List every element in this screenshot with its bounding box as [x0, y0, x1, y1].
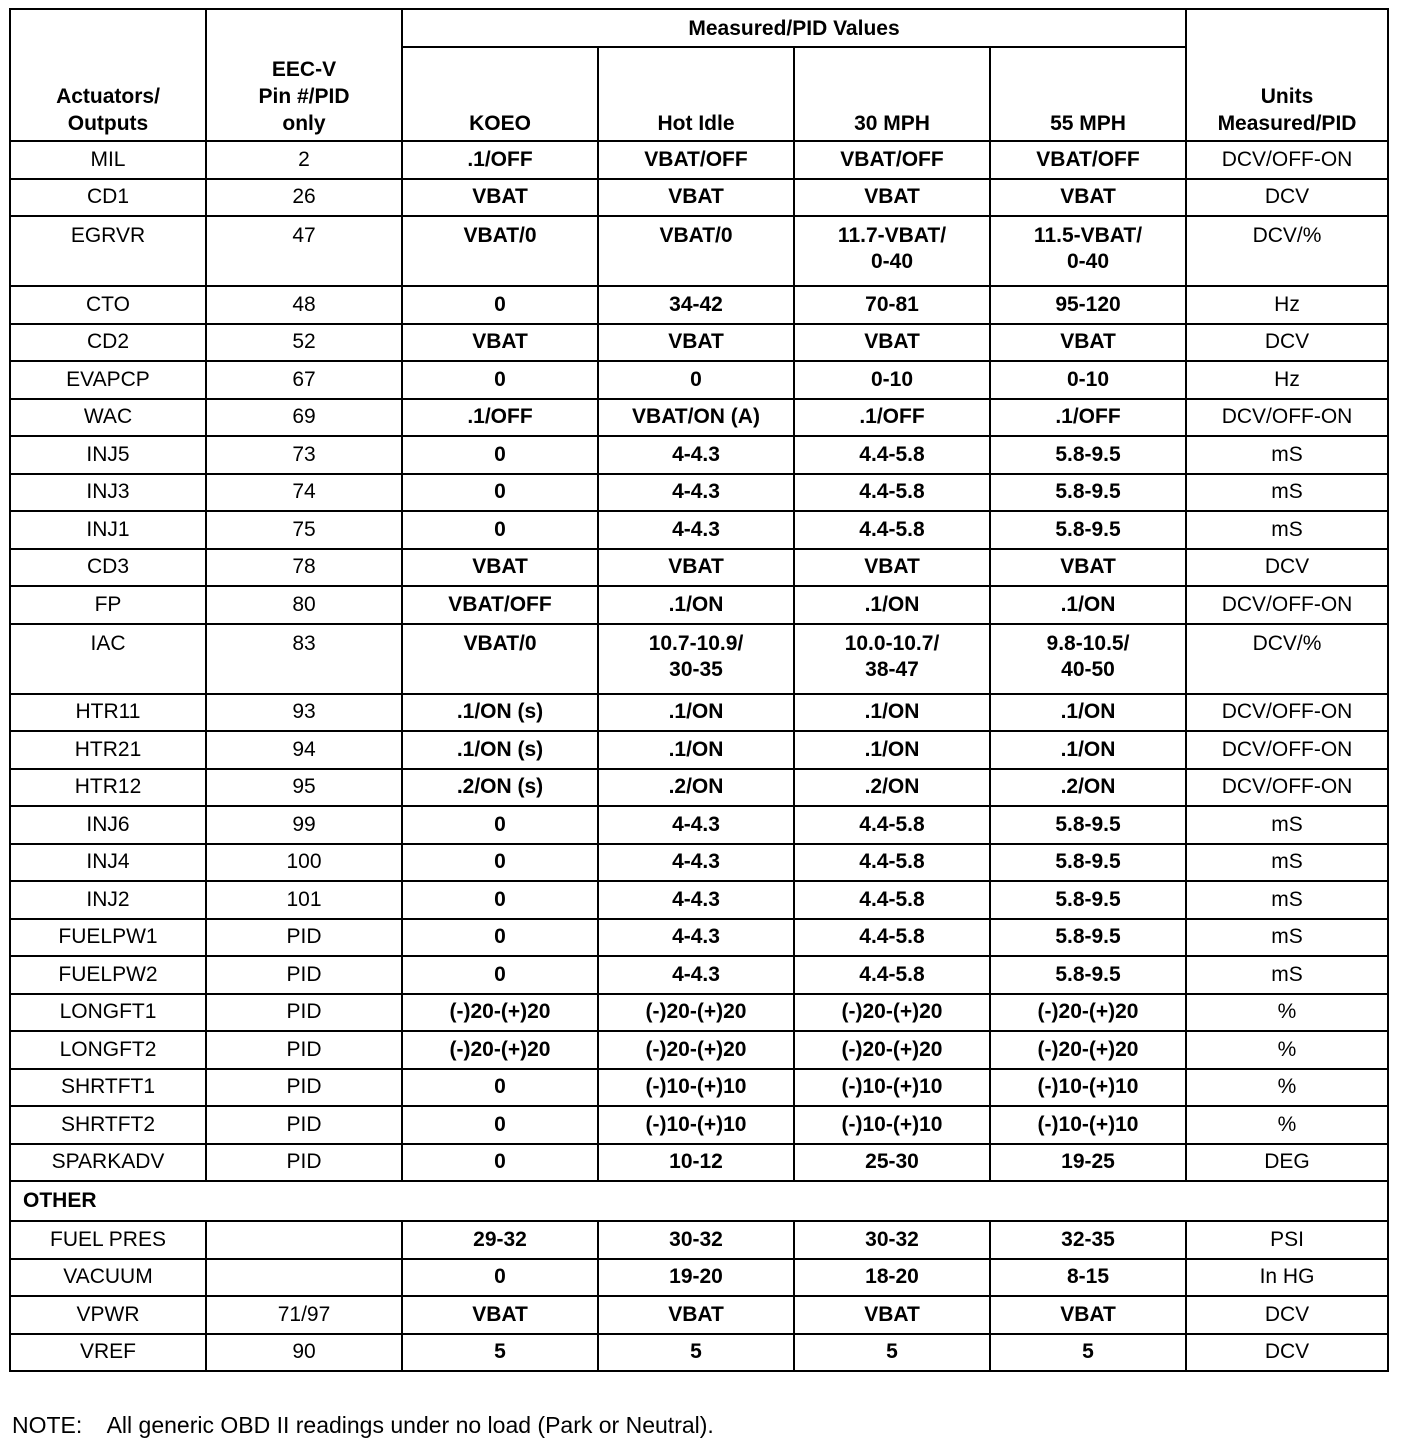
units-cell: %	[1186, 1106, 1388, 1144]
table-row	[10, 806, 1388, 844]
table-row	[10, 324, 1388, 362]
pin-cell: PID	[206, 1144, 402, 1182]
55mph-cell: 5.8-9.5	[990, 511, 1186, 549]
30mph-cell: VBAT/OFF	[794, 141, 990, 179]
table-row	[10, 844, 1388, 882]
hot-idle-cell: VBAT	[598, 549, 794, 587]
30mph-cell: (-)10-(+)10	[794, 1106, 990, 1144]
table-row	[10, 436, 1388, 474]
30mph-cell: .1/OFF	[794, 399, 990, 437]
pin-cell: PID	[206, 919, 402, 957]
actuator-cell: HTR12	[10, 769, 206, 807]
55mph-cell: 11.5-VBAT/ 0-40	[990, 216, 1186, 286]
30mph-cell: 0-10	[794, 361, 990, 399]
pin-cell: 80	[206, 586, 402, 624]
actuator-cell: VREF	[10, 1334, 206, 1372]
30mph-cell: 4.4-5.8	[794, 919, 990, 957]
units-cell: Hz	[1186, 361, 1388, 399]
koeo-cell: 0	[402, 511, 598, 549]
hot-idle-cell: (-)20-(+)20	[598, 1031, 794, 1069]
55mph-cell: 5.8-9.5	[990, 919, 1186, 957]
55mph-cell: 19-25	[990, 1144, 1186, 1182]
55mph-cell: 5.8-9.5	[990, 474, 1186, 512]
pin-cell: PID	[206, 1031, 402, 1069]
actuator-cell: MIL	[10, 141, 206, 179]
units-cell: PSI	[1186, 1221, 1388, 1259]
koeo-cell: 0	[402, 361, 598, 399]
pin-cell: PID	[206, 1106, 402, 1144]
55mph-cell: VBAT/OFF	[990, 141, 1186, 179]
pin-cell: PID	[206, 994, 402, 1032]
55mph-cell: .1/OFF	[990, 399, 1186, 437]
actuator-cell: FUELPW1	[10, 919, 206, 957]
30mph-cell: .1/ON	[794, 731, 990, 769]
koeo-cell: 0	[402, 436, 598, 474]
pin-cell	[206, 1221, 402, 1259]
55mph-cell: (-)20-(+)20	[990, 994, 1186, 1032]
pin-cell: 78	[206, 549, 402, 587]
pin-cell: 101	[206, 881, 402, 919]
units-cell: DCV/OFF-ON	[1186, 141, 1388, 179]
actuator-cell: SPARKADV	[10, 1144, 206, 1182]
55mph-cell: 5.8-9.5	[990, 844, 1186, 882]
table-row	[10, 1144, 1388, 1182]
table-row	[10, 511, 1388, 549]
hot-idle-cell: .1/ON	[598, 731, 794, 769]
pin-cell: PID	[206, 956, 402, 994]
units-cell: mS	[1186, 919, 1388, 957]
units-cell: mS	[1186, 474, 1388, 512]
koeo-cell: 0	[402, 474, 598, 512]
koeo-cell: 0	[402, 956, 598, 994]
koeo-cell: 0	[402, 286, 598, 324]
hot-idle-cell: 5	[598, 1334, 794, 1372]
30mph-cell: 11.7-VBAT/ 0-40	[794, 216, 990, 286]
koeo-cell: .2/ON (s)	[402, 769, 598, 807]
30mph-cell: VBAT	[794, 324, 990, 362]
hot-idle-cell: (-)10-(+)10	[598, 1069, 794, 1107]
other-section-label: OTHER	[10, 1181, 1388, 1221]
pin-cell: 95	[206, 769, 402, 807]
table-row	[10, 141, 1388, 179]
55mph-cell: 8-15	[990, 1259, 1186, 1297]
30mph-cell: .1/ON	[794, 694, 990, 732]
koeo-cell: VBAT	[402, 179, 598, 217]
30mph-cell: .2/ON	[794, 769, 990, 807]
30mph-cell: 5	[794, 1334, 990, 1372]
hot-idle-cell: .2/ON	[598, 769, 794, 807]
units-cell: DCV/OFF-ON	[1186, 399, 1388, 437]
55mph-cell: (-)10-(+)10	[990, 1106, 1186, 1144]
pin-cell	[206, 1259, 402, 1297]
hot-idle-cell: VBAT	[598, 179, 794, 217]
koeo-cell: 0	[402, 1259, 598, 1297]
hot-idle-cell: .1/ON	[598, 694, 794, 732]
units-cell: %	[1186, 994, 1388, 1032]
actuator-cell: CD1	[10, 179, 206, 217]
actuator-cell: VACUUM	[10, 1259, 206, 1297]
actuator-cell: INJ5	[10, 436, 206, 474]
units-cell: %	[1186, 1069, 1388, 1107]
pin-cell: 83	[206, 624, 402, 694]
hot-idle-cell: VBAT/0	[598, 216, 794, 286]
55mph-cell: 5.8-9.5	[990, 806, 1186, 844]
units-cell: DCV/%	[1186, 624, 1388, 694]
30mph-cell: 4.4-5.8	[794, 474, 990, 512]
30mph-cell: (-)20-(+)20	[794, 1031, 990, 1069]
hot-idle-cell: VBAT/OFF	[598, 141, 794, 179]
koeo-cell: 0	[402, 919, 598, 957]
units-cell: DCV	[1186, 1296, 1388, 1334]
table-row	[10, 731, 1388, 769]
table-row	[10, 881, 1388, 919]
hot-idle-cell: 4-4.3	[598, 844, 794, 882]
koeo-cell: .1/ON (s)	[402, 731, 598, 769]
header-koeo: KOEO	[402, 47, 598, 141]
units-cell: DCV/OFF-ON	[1186, 694, 1388, 732]
table-row	[10, 1106, 1388, 1144]
units-cell: mS	[1186, 511, 1388, 549]
actuator-cell: INJ6	[10, 806, 206, 844]
hot-idle-cell: 10-12	[598, 1144, 794, 1182]
koeo-cell: 5	[402, 1334, 598, 1372]
actuator-cell: LONGFT2	[10, 1031, 206, 1069]
units-cell: Hz	[1186, 286, 1388, 324]
actuator-cell: FUELPW2	[10, 956, 206, 994]
units-cell: mS	[1186, 881, 1388, 919]
actuator-cell: INJ4	[10, 844, 206, 882]
table-row	[10, 994, 1388, 1032]
55mph-cell: .1/ON	[990, 586, 1186, 624]
actuator-cell: LONGFT1	[10, 994, 206, 1032]
koeo-cell: VBAT	[402, 549, 598, 587]
units-cell: DCV/%	[1186, 216, 1388, 286]
units-cell: DCV	[1186, 1334, 1388, 1372]
koeo-cell: .1/ON (s)	[402, 694, 598, 732]
table-row	[10, 361, 1388, 399]
hot-idle-cell: VBAT	[598, 324, 794, 362]
pin-cell: 99	[206, 806, 402, 844]
hot-idle-cell: 34-42	[598, 286, 794, 324]
table-row	[10, 216, 1388, 286]
30mph-cell: (-)10-(+)10	[794, 1069, 990, 1107]
55mph-cell: .1/ON	[990, 694, 1186, 732]
pin-cell: 73	[206, 436, 402, 474]
koeo-cell: 29-32	[402, 1221, 598, 1259]
koeo-cell: 0	[402, 1144, 598, 1182]
hot-idle-cell: 4-4.3	[598, 474, 794, 512]
header-units: Units Measured/PID	[1186, 9, 1388, 141]
units-cell: DCV/OFF-ON	[1186, 586, 1388, 624]
table-header	[10, 9, 1388, 141]
table-row	[10, 956, 1388, 994]
55mph-cell: (-)10-(+)10	[990, 1069, 1186, 1107]
koeo-cell: (-)20-(+)20	[402, 1031, 598, 1069]
header-55mph: 55 MPH	[990, 47, 1186, 141]
55mph-cell: 0-10	[990, 361, 1186, 399]
actuator-cell: HTR21	[10, 731, 206, 769]
table-row	[10, 1031, 1388, 1069]
30mph-cell: VBAT	[794, 179, 990, 217]
55mph-cell: VBAT	[990, 1296, 1186, 1334]
table-row	[10, 1259, 1388, 1297]
actuator-cell: INJ3	[10, 474, 206, 512]
30mph-cell: 4.4-5.8	[794, 844, 990, 882]
units-cell: DCV	[1186, 179, 1388, 217]
table-row	[10, 694, 1388, 732]
30mph-cell: VBAT	[794, 1296, 990, 1334]
other-section-row	[10, 1181, 1388, 1221]
actuator-cell: CD3	[10, 549, 206, 587]
actuator-cell: SHRTFT2	[10, 1106, 206, 1144]
table-row	[10, 549, 1388, 587]
pin-cell: 100	[206, 844, 402, 882]
actuator-cell: CD2	[10, 324, 206, 362]
table-row	[10, 1296, 1388, 1334]
koeo-cell: 0	[402, 844, 598, 882]
actuator-cell: HTR11	[10, 694, 206, 732]
30mph-cell: 10.0-10.7/ 38-47	[794, 624, 990, 694]
header-hot-idle: Hot Idle	[598, 47, 794, 141]
other-section	[10, 1181, 1388, 1221]
actuator-cell: WAC	[10, 399, 206, 437]
koeo-cell: 0	[402, 881, 598, 919]
55mph-cell: 9.8-10.5/ 40-50	[990, 624, 1186, 694]
hot-idle-cell: 4-4.3	[598, 511, 794, 549]
units-cell: mS	[1186, 844, 1388, 882]
table-row	[10, 1221, 1388, 1259]
pin-cell: 47	[206, 216, 402, 286]
header-pin: EEC-V Pin #/PID only	[206, 9, 402, 141]
actuator-cell: SHRTFT1	[10, 1069, 206, 1107]
units-cell: DCV/OFF-ON	[1186, 769, 1388, 807]
30mph-cell: 18-20	[794, 1259, 990, 1297]
koeo-cell: VBAT/OFF	[402, 586, 598, 624]
pid-values-table	[9, 8, 1389, 1372]
table-row	[10, 179, 1388, 217]
actuator-cell: EVAPCP	[10, 361, 206, 399]
header-measured-group: Measured/PID Values	[402, 9, 1186, 47]
hot-idle-cell: 4-4.3	[598, 919, 794, 957]
30mph-cell: 30-32	[794, 1221, 990, 1259]
hot-idle-cell: 4-4.3	[598, 956, 794, 994]
units-cell: DEG	[1186, 1144, 1388, 1182]
hot-idle-cell: 30-32	[598, 1221, 794, 1259]
actuator-cell: INJ2	[10, 881, 206, 919]
30mph-cell: (-)20-(+)20	[794, 994, 990, 1032]
hot-idle-cell: VBAT/ON (A)	[598, 399, 794, 437]
koeo-cell: VBAT	[402, 1296, 598, 1334]
30mph-cell: 25-30	[794, 1144, 990, 1182]
koeo-cell: VBAT/0	[402, 624, 598, 694]
55mph-cell: 5	[990, 1334, 1186, 1372]
pin-cell: 26	[206, 179, 402, 217]
actuator-cell: INJ1	[10, 511, 206, 549]
55mph-cell: 5.8-9.5	[990, 881, 1186, 919]
pin-cell: 90	[206, 1334, 402, 1372]
pin-cell: 52	[206, 324, 402, 362]
pin-cell: 75	[206, 511, 402, 549]
pin-cell: 94	[206, 731, 402, 769]
55mph-cell: 5.8-9.5	[990, 956, 1186, 994]
koeo-cell: .1/OFF	[402, 399, 598, 437]
30mph-cell: .1/ON	[794, 586, 990, 624]
hot-idle-cell: (-)10-(+)10	[598, 1106, 794, 1144]
30mph-cell: 4.4-5.8	[794, 956, 990, 994]
table-row	[10, 1069, 1388, 1107]
actuator-cell: FUEL PRES	[10, 1221, 206, 1259]
55mph-cell: 5.8-9.5	[990, 436, 1186, 474]
actuator-cell: CTO	[10, 286, 206, 324]
table-row	[10, 769, 1388, 807]
table-row	[10, 474, 1388, 512]
actuator-cell: IAC	[10, 624, 206, 694]
pin-cell: 71/97	[206, 1296, 402, 1334]
actuator-cell: VPWR	[10, 1296, 206, 1334]
30mph-cell: 4.4-5.8	[794, 511, 990, 549]
55mph-cell: (-)20-(+)20	[990, 1031, 1186, 1069]
hot-idle-cell: 0	[598, 361, 794, 399]
koeo-cell: 0	[402, 806, 598, 844]
pin-cell: PID	[206, 1069, 402, 1107]
hot-idle-cell: (-)20-(+)20	[598, 994, 794, 1032]
hot-idle-cell: 4-4.3	[598, 436, 794, 474]
30mph-cell: 4.4-5.8	[794, 436, 990, 474]
table-row	[10, 399, 1388, 437]
55mph-cell: VBAT	[990, 179, 1186, 217]
koeo-cell: VBAT/0	[402, 216, 598, 286]
koeo-cell: .1/OFF	[402, 141, 598, 179]
30mph-cell: 4.4-5.8	[794, 881, 990, 919]
hot-idle-cell: 19-20	[598, 1259, 794, 1297]
table-row	[10, 1334, 1388, 1372]
actuator-cell: FP	[10, 586, 206, 624]
koeo-cell: VBAT	[402, 324, 598, 362]
30mph-cell: 70-81	[794, 286, 990, 324]
55mph-cell: VBAT	[990, 324, 1186, 362]
units-cell: DCV	[1186, 549, 1388, 587]
hot-idle-cell: .1/ON	[598, 586, 794, 624]
pin-cell: 48	[206, 286, 402, 324]
55mph-cell: .1/ON	[990, 731, 1186, 769]
koeo-cell: (-)20-(+)20	[402, 994, 598, 1032]
table-row	[10, 624, 1388, 694]
pin-cell: 74	[206, 474, 402, 512]
table-row	[10, 286, 1388, 324]
pin-cell: 69	[206, 399, 402, 437]
hot-idle-cell: 4-4.3	[598, 806, 794, 844]
koeo-cell: 0	[402, 1106, 598, 1144]
actuator-cell: EGRVR	[10, 216, 206, 286]
table-body	[10, 141, 1388, 1181]
pin-cell: 93	[206, 694, 402, 732]
55mph-cell: VBAT	[990, 549, 1186, 587]
header-actuators: Actuators/ Outputs	[10, 9, 206, 141]
pin-cell: 67	[206, 361, 402, 399]
footnote: NOTE: All generic OBD II readings under no load (Park or Neutral).	[12, 1412, 714, 1438]
other-body	[10, 1221, 1388, 1371]
hot-idle-cell: VBAT	[598, 1296, 794, 1334]
units-cell: mS	[1186, 436, 1388, 474]
koeo-cell: 0	[402, 1069, 598, 1107]
header-30mph: 30 MPH	[794, 47, 990, 141]
units-cell: DCV	[1186, 324, 1388, 362]
units-cell: mS	[1186, 806, 1388, 844]
units-cell: In HG	[1186, 1259, 1388, 1297]
table-row	[10, 586, 1388, 624]
30mph-cell: VBAT	[794, 549, 990, 587]
units-cell: %	[1186, 1031, 1388, 1069]
hot-idle-cell: 4-4.3	[598, 881, 794, 919]
55mph-cell: 32-35	[990, 1221, 1186, 1259]
pin-cell: 2	[206, 141, 402, 179]
units-cell: mS	[1186, 956, 1388, 994]
30mph-cell: 4.4-5.8	[794, 806, 990, 844]
55mph-cell: 95-120	[990, 286, 1186, 324]
units-cell: DCV/OFF-ON	[1186, 731, 1388, 769]
table-row	[10, 919, 1388, 957]
hot-idle-cell: 10.7-10.9/ 30-35	[598, 624, 794, 694]
55mph-cell: .2/ON	[990, 769, 1186, 807]
